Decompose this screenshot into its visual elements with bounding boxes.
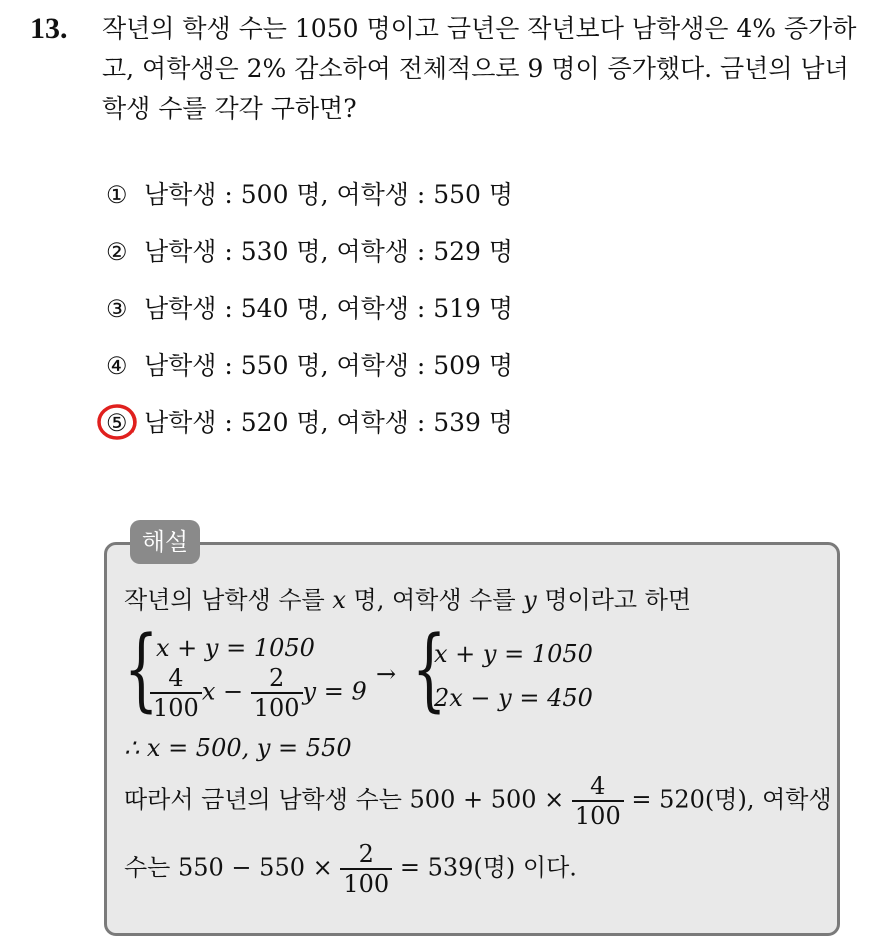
equation-text: y = 9 [302, 677, 367, 706]
choice-1[interactable] [106, 178, 513, 235]
choice-text: 남학생 : 540 명, 여학생 : 519 명 [144, 294, 514, 323]
fraction-numerator: 2 [251, 664, 303, 694]
left-brace-2: { [412, 617, 447, 722]
choice-marker: ② [106, 238, 128, 266]
fraction [150, 664, 202, 722]
choice-text: 남학생 : 530 명, 여학생 : 529 명 [144, 237, 514, 266]
therefore-line: ∴ x = 500, y = 550 [124, 734, 352, 762]
explanation-text: 명, 여학생 수를 [345, 586, 524, 614]
arrow-icon: → [376, 660, 397, 688]
system1-eq2 [150, 664, 367, 722]
explanation-text: 작년의 남학생 수를 [124, 586, 333, 614]
fraction [572, 772, 624, 830]
explanation-line-1 [124, 580, 691, 615]
fraction-denominator: 100 [574, 802, 621, 830]
choice-2[interactable] [106, 235, 513, 292]
explanation-tab: 해설 [130, 520, 200, 564]
answer-choices [106, 178, 513, 463]
question-line: 고, 여학생은 2% 감소하여 전체적으로 9 명이 증가했다. 금년의 남녀 [102, 54, 849, 83]
answer-circle-icon [96, 401, 140, 443]
explanation-text: 따라서 금년의 남학생 수는 500 + 500 × [124, 785, 565, 814]
choice-5[interactable] [106, 406, 513, 463]
variable-x: x [332, 586, 346, 614]
choice-text: 남학생 : 520 명, 여학생 : 539 명 [144, 408, 514, 437]
choice-4[interactable] [106, 349, 513, 406]
explanation-text: 명이라고 하면 [536, 586, 692, 614]
choice-text: 남학생 : 550 명, 여학생 : 509 명 [144, 351, 514, 380]
system2-eq1: x + y = 1050 [434, 640, 593, 668]
fraction-numerator: 4 [572, 772, 624, 802]
fraction [340, 840, 392, 898]
variable-y: y [523, 586, 537, 614]
choice-text: 남학생 : 500 명, 여학생 : 550 명 [144, 180, 514, 209]
fraction [251, 664, 303, 722]
choice-marker: ① [106, 181, 128, 209]
system2-eq2: 2x − y = 450 [434, 684, 593, 712]
question-number: 13. [30, 12, 68, 45]
explanation-text: 수는 550 − 550 × [124, 853, 333, 882]
explanation-line-5 [124, 840, 577, 898]
explanation-text: = 520(명), 여학생 [631, 785, 832, 814]
fraction-numerator: 4 [150, 664, 202, 694]
question-line: 학생 수를 각각 구하면? [102, 94, 357, 123]
question-text [102, 14, 872, 134]
choice-3[interactable] [106, 292, 513, 349]
choice-marker: ③ [106, 295, 128, 323]
fraction-denominator: 100 [153, 694, 199, 722]
choice-marker: ⑤ [106, 409, 128, 437]
choice-marker: ④ [106, 352, 128, 380]
system1-eq1: x + y = 1050 [156, 634, 315, 662]
explanation-line-4 [124, 772, 832, 830]
left-brace-1: { [124, 617, 159, 722]
equation-text: x − [201, 677, 251, 706]
fraction-numerator: 2 [340, 840, 392, 870]
explanation-text: = 539(명) 이다. [399, 853, 577, 882]
fraction-denominator: 100 [343, 870, 390, 898]
question-line: 작년의 학생 수는 1050 명이고 금년은 작년보다 남학생은 4% 증가하 [102, 14, 857, 43]
fraction-denominator: 100 [253, 694, 300, 722]
